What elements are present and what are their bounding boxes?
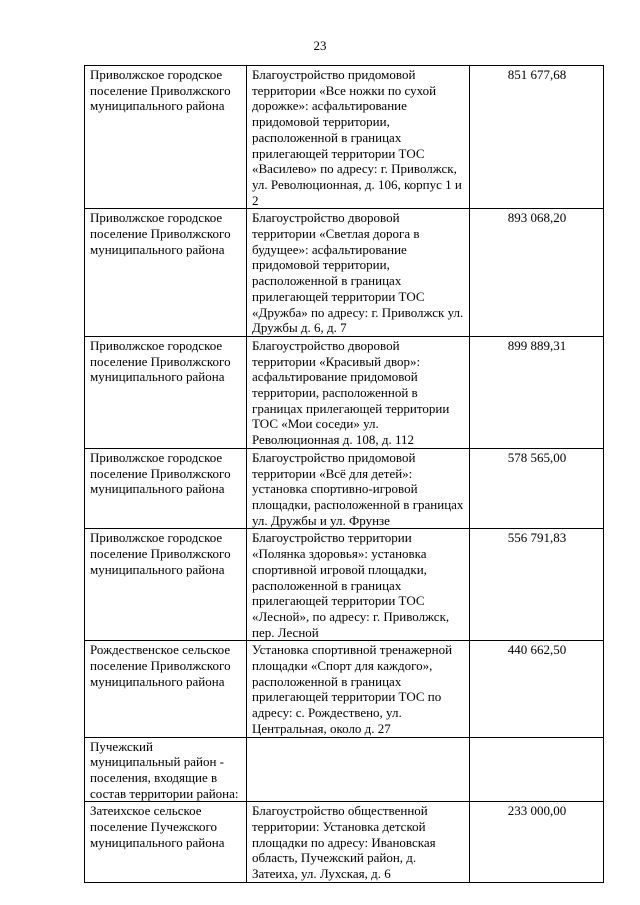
project-cell: Благоустройство придомовой территории «Все ножки по сухой дорожке»: асфальтирование придомовой территории, расположенной в границах прилегающей территории ТОС «Василево» по адресу: г. Приволжск, ул. Революционная, д. 106, корпус 1 и 2 bbox=[247, 66, 470, 209]
municipality-cell: Приволжское городское поселение Приволжского муниципального района bbox=[85, 66, 247, 209]
amount-cell: 578 565,00 bbox=[470, 448, 604, 529]
projects-table bbox=[84, 65, 604, 883]
amount-cell: 899 889,31 bbox=[470, 336, 604, 448]
amount-cell: 233 000,00 bbox=[470, 802, 604, 883]
municipality-cell: Приволжское городское поселение Приволжского муниципального района bbox=[85, 448, 247, 529]
table-row bbox=[85, 737, 604, 802]
project-cell: Благоустройство дворовой территории «Красивый двор»: асфальтирование придомовой территории, расположенной в границах прилегающей территории ТОС «Мои соседи» ул. Революционная д. 108, д. 112 bbox=[247, 336, 470, 448]
municipality-cell: Рождественское сельское поселение Приволжского муниципального района bbox=[85, 641, 247, 737]
project-cell: Установка спортивной тренажерной площадки «Спорт для каждого», расположенной в границах прилегающей территории ТОС по адресу: с. Рождествено, ул. Центральная, около д. 27 bbox=[247, 641, 470, 737]
project-cell bbox=[247, 737, 470, 802]
table-row bbox=[85, 529, 604, 641]
project-cell: Благоустройство придомовой территории «Всё для детей»: установка спортивно-игровой площадки, расположенной в границах ул. Дружбы и ул. Фрунзе bbox=[247, 448, 470, 529]
amount-cell: 893 068,20 bbox=[470, 209, 604, 337]
municipality-cell: Затеихское сельское поселение Пучежского муниципального района bbox=[85, 802, 247, 883]
table-row bbox=[85, 336, 604, 448]
table-row bbox=[85, 448, 604, 529]
amount-cell: 440 662,50 bbox=[470, 641, 604, 737]
amount-cell bbox=[470, 737, 604, 802]
table-row bbox=[85, 66, 604, 209]
amount-cell: 851 677,68 bbox=[470, 66, 604, 209]
amount-cell: 556 791,83 bbox=[470, 529, 604, 641]
municipality-cell: Приволжское городское поселение Приволжского муниципального района bbox=[85, 209, 247, 337]
municipality-cell: Приволжское городское поселение Приволжского муниципального района bbox=[85, 529, 247, 641]
page-number: 23 bbox=[313, 38, 327, 53]
project-cell: Благоустройство дворовой территории «Светлая дорога в будущее»: асфальтирование придомовой территории, расположенной в границах прилегающей территории ТОС «Дружба» по адресу: г. Приволжск ул. Дружбы д. 6, д. 7 bbox=[247, 209, 470, 337]
table-row bbox=[85, 209, 604, 337]
project-cell: Благоустройство территории «Полянка здоровья»: установка спортивной игровой площадки, расположенной в границах прилегающей территории ТОС «Лесной», по адресу: г. Приволжск, пер. Лесной bbox=[247, 529, 470, 641]
municipality-cell: Приволжское городское поселение Приволжского муниципального района bbox=[85, 336, 247, 448]
table-row bbox=[85, 641, 604, 737]
table-row bbox=[85, 802, 604, 883]
project-cell: Благоустройство общественной территории: Установка детской площадки по адресу: Ивановская область, Пучежский район, д. Затеиха, ул. Лухская, д. 6 bbox=[247, 802, 470, 883]
municipality-cell: Пучежский муниципальный район - поселения, входящие в состав территории района: bbox=[85, 737, 247, 802]
